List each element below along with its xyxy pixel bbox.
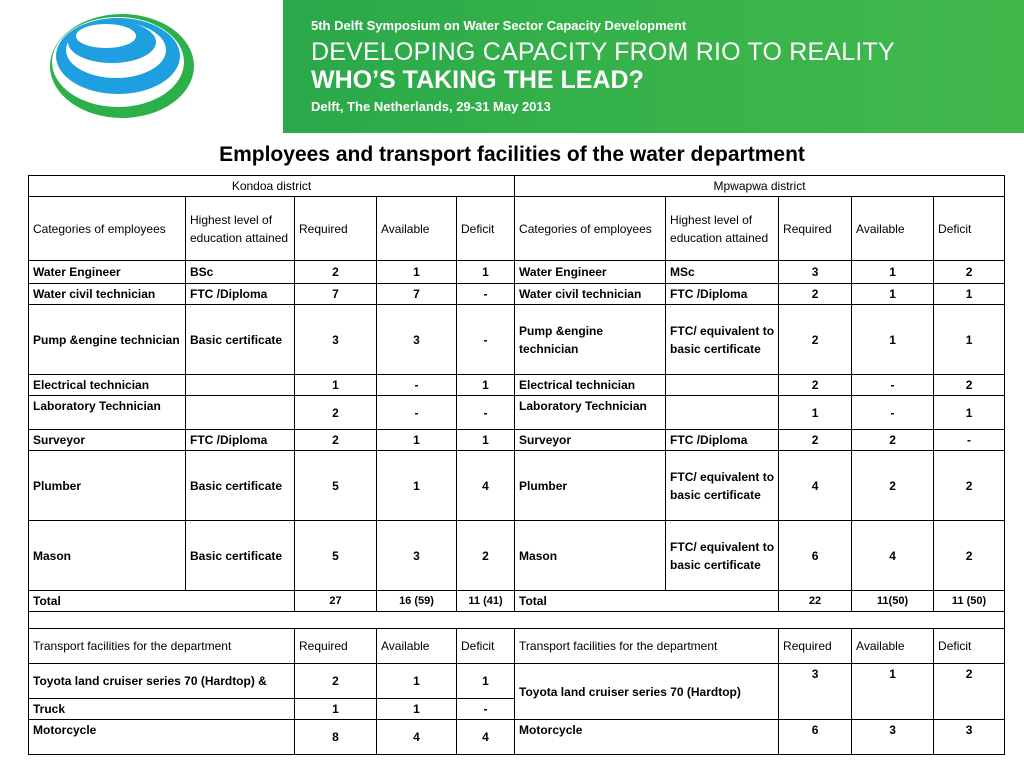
required-cell: 7 xyxy=(295,284,377,305)
deficit-cell: 2 xyxy=(457,521,515,591)
required-cell: 5 xyxy=(295,521,377,591)
vehicle-value: 1 xyxy=(852,664,934,720)
category-cell: Pump &engine technician xyxy=(29,305,186,375)
vehicle-value: 4 xyxy=(377,720,457,755)
deficit-cell: 1 xyxy=(457,261,515,284)
category-cell: Plumber xyxy=(29,451,186,521)
transport-row xyxy=(29,664,1005,699)
vehicle-value: 1 xyxy=(295,699,377,720)
category-cell: Plumber xyxy=(515,451,666,521)
header-required: Required xyxy=(295,629,377,664)
vehicle-name: Motorcycle xyxy=(515,720,779,755)
spacer-row xyxy=(29,612,1005,629)
education-cell: FTC /Diploma xyxy=(186,430,295,451)
education-cell: FTC/ equivalent to basic certificate xyxy=(666,451,779,521)
deficit-cell: 1 xyxy=(934,396,1005,430)
header-category: Categories of employees xyxy=(29,197,186,261)
available-cell: 3 xyxy=(377,521,457,591)
available-cell: 1 xyxy=(377,261,457,284)
table-row xyxy=(29,261,1005,284)
vehicle-value: 6 xyxy=(779,720,852,755)
required-cell: 2 xyxy=(295,396,377,430)
education-cell: FTC/ equivalent to basic certificate xyxy=(666,521,779,591)
spacer-cell xyxy=(29,612,1005,629)
symposium-name: 5th Delft Symposium on Water Sector Capacity Development xyxy=(311,18,687,33)
education-cell: FTC /Diploma xyxy=(666,430,779,451)
education-cell: MSc xyxy=(666,261,779,284)
education-cell xyxy=(666,375,779,396)
deficit-cell: - xyxy=(934,430,1005,451)
available-cell: 1 xyxy=(852,261,934,284)
table-row xyxy=(29,451,1005,521)
employees-transport-table xyxy=(28,175,1005,755)
header-required: Required xyxy=(779,629,852,664)
category-cell: Surveyor xyxy=(29,430,186,451)
required-cell: 2 xyxy=(295,261,377,284)
available-cell: - xyxy=(852,375,934,396)
category-cell: Water civil technician xyxy=(515,284,666,305)
table-row xyxy=(29,430,1005,451)
kondoa-district-header: Kondoa district xyxy=(29,176,515,197)
deficit-cell: - xyxy=(457,305,515,375)
totals-row xyxy=(29,591,1005,612)
required-cell: 2 xyxy=(779,284,852,305)
category-cell: Pump &engine technician xyxy=(515,305,666,375)
header-required: Required xyxy=(779,197,852,261)
education-cell: Basic certificate xyxy=(186,451,295,521)
total-label: Total xyxy=(29,591,295,612)
header-available: Available xyxy=(852,197,934,261)
available-cell: 1 xyxy=(852,284,934,305)
required-cell: 2 xyxy=(295,430,377,451)
total-value: 27 xyxy=(295,591,377,612)
category-cell: Laboratory Technician xyxy=(29,396,186,430)
column-header-row xyxy=(29,197,1005,261)
table-row xyxy=(29,375,1005,396)
header-category: Categories of employees xyxy=(515,197,666,261)
table-row xyxy=(29,521,1005,591)
vehicle-value: 2 xyxy=(934,664,1005,720)
vehicle-value: 3 xyxy=(779,664,852,720)
vehicle-value: 1 xyxy=(377,699,457,720)
education-cell: FTC /Diploma xyxy=(666,284,779,305)
header-available: Available xyxy=(377,629,457,664)
deficit-cell: 4 xyxy=(457,451,515,521)
category-cell: Water Engineer xyxy=(515,261,666,284)
required-cell: 2 xyxy=(779,375,852,396)
vehicle-value: 3 xyxy=(852,720,934,755)
header-education: Highest level of education attained xyxy=(666,197,779,261)
available-cell: 2 xyxy=(852,451,934,521)
category-cell: Laboratory Technician xyxy=(515,396,666,430)
table-row xyxy=(29,284,1005,305)
deficit-cell: 2 xyxy=(934,521,1005,591)
category-cell: Mason xyxy=(29,521,186,591)
category-cell: Water civil technician xyxy=(29,284,186,305)
available-cell: 1 xyxy=(377,430,457,451)
total-label: Total xyxy=(515,591,779,612)
available-cell: 4 xyxy=(852,521,934,591)
vehicle-value: 4 xyxy=(457,720,515,755)
required-cell: 5 xyxy=(295,451,377,521)
header-deficit: Deficit xyxy=(934,197,1005,261)
vehicle-value: 3 xyxy=(934,720,1005,755)
table-row xyxy=(29,396,1005,430)
symposium-logo xyxy=(0,0,283,133)
education-cell xyxy=(186,396,295,430)
transport-row xyxy=(29,720,1005,755)
transport-header: Transport facilities for the department xyxy=(29,629,295,664)
vehicle-name: Toyota land cruiser series 70 (Hardtop) xyxy=(515,664,779,720)
mpwapwa-district-header: Mpwapwa district xyxy=(515,176,1005,197)
vehicle-name: Motorcycle xyxy=(29,720,295,755)
deficit-cell: 1 xyxy=(934,305,1005,375)
available-cell: 1 xyxy=(377,451,457,521)
total-value: 16 (59) xyxy=(377,591,457,612)
transport-header: Transport facilities for the department xyxy=(515,629,779,664)
table-row xyxy=(29,305,1005,375)
vehicle-name: Truck xyxy=(29,699,295,720)
required-cell: 1 xyxy=(295,375,377,396)
required-cell: 3 xyxy=(779,261,852,284)
required-cell: 1 xyxy=(779,396,852,430)
category-cell: Electrical technician xyxy=(515,375,666,396)
required-cell: 4 xyxy=(779,451,852,521)
transport-header-row xyxy=(29,629,1005,664)
deficit-cell: 1 xyxy=(934,284,1005,305)
total-value: 22 xyxy=(779,591,852,612)
table-body xyxy=(29,176,1005,755)
vehicle-value: 2 xyxy=(295,664,377,699)
header-deficit: Deficit xyxy=(457,197,515,261)
header-available: Available xyxy=(377,197,457,261)
available-cell: - xyxy=(377,375,457,396)
district-header-row xyxy=(29,176,1005,197)
header-education: Highest level of education attained xyxy=(186,197,295,261)
required-cell: 6 xyxy=(779,521,852,591)
deficit-cell: 2 xyxy=(934,451,1005,521)
total-value: 11 (50) xyxy=(934,591,1005,612)
header-deficit: Deficit xyxy=(457,629,515,664)
category-cell: Surveyor xyxy=(515,430,666,451)
available-cell: - xyxy=(377,396,457,430)
header-banner xyxy=(283,0,1024,133)
deficit-cell: 2 xyxy=(934,261,1005,284)
category-cell: Mason xyxy=(515,521,666,591)
vehicle-value: - xyxy=(457,699,515,720)
vehicle-value: 8 xyxy=(295,720,377,755)
header-deficit: Deficit xyxy=(934,629,1005,664)
available-cell: 1 xyxy=(852,305,934,375)
education-cell: BSc xyxy=(186,261,295,284)
category-cell: Water Engineer xyxy=(29,261,186,284)
deficit-cell: - xyxy=(457,284,515,305)
header-available: Available xyxy=(852,629,934,664)
available-cell: 7 xyxy=(377,284,457,305)
category-cell: Electrical technician xyxy=(29,375,186,396)
education-cell: FTC /Diploma xyxy=(186,284,295,305)
education-cell: Basic certificate xyxy=(186,521,295,591)
available-cell: 3 xyxy=(377,305,457,375)
vehicle-value: 1 xyxy=(457,664,515,699)
symposium-location-date: Delft, The Netherlands, 29-31 May 2013 xyxy=(311,99,551,114)
education-cell: FTC/ equivalent to basic certificate xyxy=(666,305,779,375)
total-value: 11(50) xyxy=(852,591,934,612)
slide-title: Employees and transport facilities of the water department xyxy=(219,143,805,166)
vehicle-name: Toyota land cruiser series 70 (Hardtop) & xyxy=(29,664,295,699)
required-cell: 2 xyxy=(779,430,852,451)
education-cell xyxy=(186,375,295,396)
available-cell: - xyxy=(852,396,934,430)
vehicle-value: 1 xyxy=(377,664,457,699)
total-value: 11 (41) xyxy=(457,591,515,612)
deficit-cell: 1 xyxy=(457,430,515,451)
education-cell xyxy=(666,396,779,430)
deficit-cell: - xyxy=(457,396,515,430)
symposium-question: WHO’S TAKING THE LEAD? xyxy=(311,66,644,94)
deficit-cell: 1 xyxy=(457,375,515,396)
available-cell: 2 xyxy=(852,430,934,451)
symposium-theme: DEVELOPING CAPACITY FROM RIO TO REALITY xyxy=(311,38,895,66)
header-required: Required xyxy=(295,197,377,261)
education-cell: Basic certificate xyxy=(186,305,295,375)
required-cell: 2 xyxy=(779,305,852,375)
required-cell: 3 xyxy=(295,305,377,375)
deficit-cell: 2 xyxy=(934,375,1005,396)
